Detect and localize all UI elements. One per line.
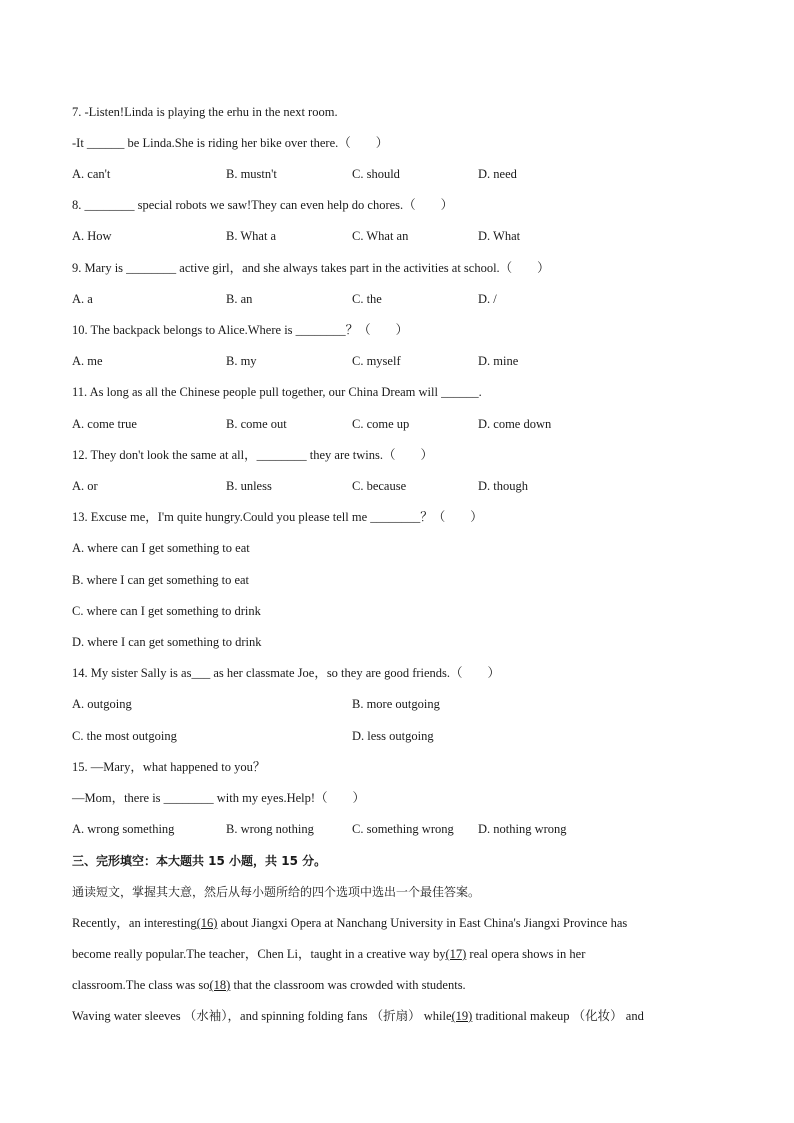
q15-option-c: C. something wrong (352, 822, 454, 836)
passage-text: traditional makeup （化妆） and (472, 1009, 644, 1023)
section-instruction: 通读短文，掌握其大意，然后从每小题所给的四个选项中选出一个最佳答案。 (72, 885, 481, 899)
q8-stem: 8. ________ special robots we saw!They can even help do chores.（ ） (72, 198, 454, 212)
q12-stem: 12. They don't look the same at all，________ they are twins.（ ） (72, 448, 433, 462)
q14-option-b: B. more outgoing (352, 697, 440, 711)
q15-stem-line2: —Mom，there is ________ with my eyes.Help!（ ） (72, 791, 366, 805)
q9-option-c: C. the (352, 292, 382, 306)
passage-line-4 (72, 1008, 644, 1024)
q9-option-b: B. an (226, 292, 253, 306)
passage-text: Waving water sleeves （水袖），and spinning folding fans （折扇） while (72, 1009, 452, 1023)
q10-option-b: B. my (226, 354, 257, 368)
passage-text: classroom.The class was so (72, 978, 210, 992)
q11-option-d: D. come down (478, 417, 552, 431)
q7-option-c: C. should (352, 167, 400, 181)
q7-option-a: A. can't (72, 167, 111, 181)
q10-option-a: A. me (72, 354, 103, 368)
q7-stem-line2: -It ______ be Linda.She is riding her bike over there.（ ） (72, 136, 389, 150)
q10-option-c: C. myself (352, 354, 401, 368)
q15-option-b: B. wrong nothing (226, 822, 314, 836)
passage-text: become really popular.The teacher，Chen Li，taught in a creative way by (72, 947, 446, 961)
q9-stem: 9. Mary is ________ active girl，and she always takes part in the activities at school.（ ） (72, 261, 550, 275)
passage-text: about Jiangxi Opera at Nanchang University in East China's Jiangxi Province has (217, 916, 628, 930)
q14-option-c: C. the most outgoing (72, 729, 177, 743)
blank-18: (18) (209, 978, 231, 992)
q11-option-c: C. come up (352, 417, 410, 431)
passage-text: real opera shows in her (466, 947, 586, 961)
q13-stem: 13. Excuse me，I'm quite hungry.Could you please tell me ________？（ ） (72, 510, 483, 524)
q11-option-b: B. come out (226, 417, 287, 431)
q15-option-a: A. wrong something (72, 822, 175, 836)
blank-17: (17) (445, 947, 467, 961)
q8-option-c: C. What an (352, 229, 409, 243)
q12-option-c: C. because (352, 479, 407, 493)
q8-option-b: B. What a (226, 229, 277, 243)
q12-option-d: D. though (478, 479, 528, 493)
q11-option-a: A. come true (72, 417, 137, 431)
q10-stem: 10. The backpack belongs to Alice.Where is ________？（ ） (72, 323, 409, 337)
q13-option-a: A. where can I get something to eat (72, 541, 250, 555)
q15-stem-line1: 15. —Mary，what happened to you？ (72, 760, 266, 774)
q14-option-d: D. less outgoing (352, 729, 434, 743)
q7-option-d: D. need (478, 167, 517, 181)
q9-option-d: D. / (478, 292, 497, 306)
passage-line-3 (72, 977, 466, 993)
q8-option-d: D. What (478, 229, 521, 243)
passage-line-1 (72, 915, 627, 931)
q9-option-a: A. a (72, 292, 93, 306)
q13-option-c: C. where can I get something to drink (72, 604, 261, 618)
q11-stem: 11. As long as all the Chinese people pull together, our China Dream will ______. (72, 385, 482, 399)
passage-text: that the classroom was crowded with students. (230, 978, 466, 992)
q10-option-d: D. mine (478, 354, 519, 368)
passage-text: Recently，an interesting (72, 916, 197, 930)
q12-option-b: B. unless (226, 479, 272, 493)
q13-option-d: D. where I can get something to drink (72, 635, 262, 649)
q8-option-a: A. How (72, 229, 112, 243)
q14-stem: 14. My sister Sally is as___ as her classmate Joe，so they are good friends.（ ） (72, 666, 501, 680)
blank-19: (19) (451, 1009, 473, 1023)
q14-option-a: A. outgoing (72, 697, 132, 711)
q7-stem-line1: 7. -Listen!Linda is playing the erhu in the next room. (72, 105, 338, 119)
q13-option-b: B. where I can get something to eat (72, 573, 250, 587)
section-heading: 三、完形填空：本大题共 15 小题，共 15 分。 (72, 854, 327, 868)
blank-16: (16) (196, 916, 218, 930)
q7-option-b: B. mustn't (226, 167, 277, 181)
q15-option-d: D. nothing wrong (478, 822, 567, 836)
passage-line-2 (72, 946, 585, 962)
q12-option-a: A. or (72, 479, 98, 493)
